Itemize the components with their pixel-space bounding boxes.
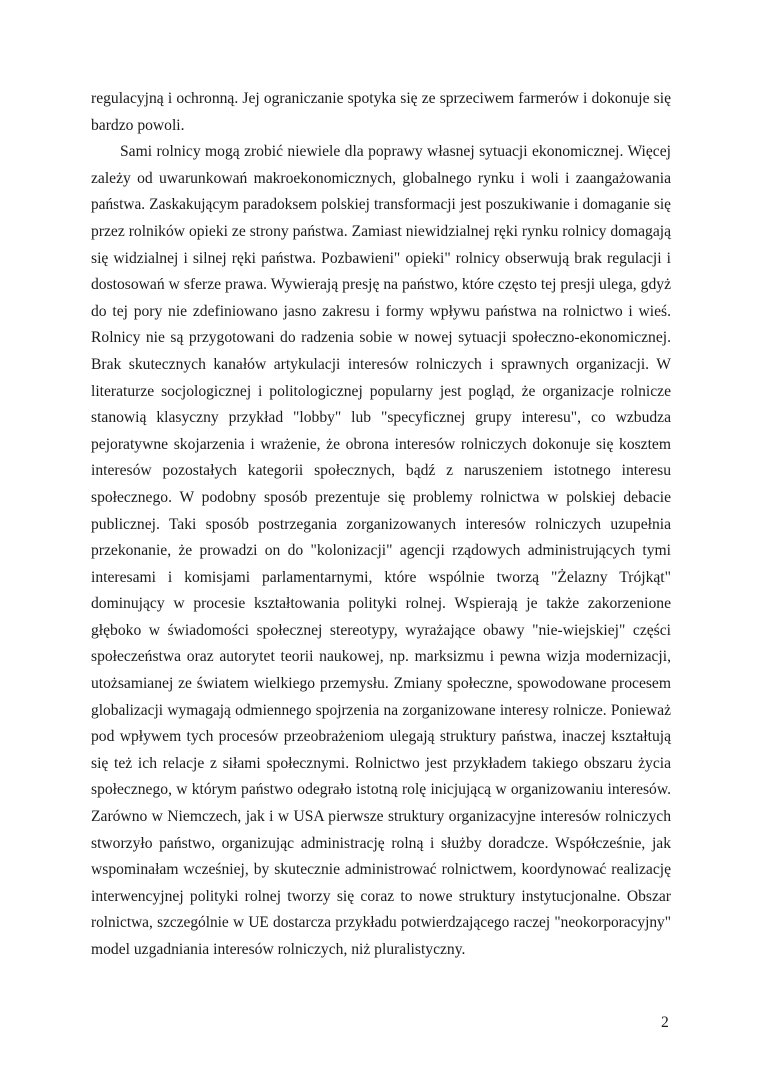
text-line: przez rolników opieki ze strony państwa. Zamiast niewidzialnej ręki rynku rolnicy domagają bbox=[91, 222, 671, 240]
text-line: model uzgadniania interesów rolniczych, niż pluralistyczny. bbox=[91, 941, 466, 958]
text-line: Brak skutecznych kanałów artykulacji interesów rolniczych i sprawnych organizacji. W bbox=[91, 355, 671, 373]
text-line: rolnictwa, szczególnie w UE dostarcza przykładu potwierdzającego raczej "neokorporacyjny" bbox=[91, 914, 671, 932]
page-number: 2 bbox=[661, 1014, 669, 1031]
text-line: społecznego. W podobny sposób prezentuje się problemy rolnictwa w polskiej debacie bbox=[91, 488, 671, 506]
text-line: społeczeństwa oraz autorytet teorii naukowej, np. marksizmu i pewna wizja modernizacji, bbox=[91, 648, 671, 666]
text-line: się widzialnej i silnej ręki państwa. Pozbawieni" opieki" rolnicy obserwują brak regulacji i bbox=[91, 249, 671, 267]
text-line: Zarówno w Niemczech, jak i w USA pierwsze struktury organizacyjne interesów rolniczych bbox=[91, 808, 671, 826]
text-line: się też ich relacje z siłami społecznymi. Rolnictwo jest przykładem takiego obszaru życia bbox=[91, 754, 671, 772]
text-line: Sami rolnicy mogą zrobić niewiele dla poprawy własnej sytuacji ekonomicznej. Więcej bbox=[120, 143, 671, 161]
text-line: społecznego, w którym państwo odegrało istotną rolę inicjującą w organizowaniu interesów. bbox=[91, 781, 671, 799]
text-line: zależy od uwarunkowań makroekonomicznych, globalnego rynku i woli i zaangażowania bbox=[91, 169, 671, 187]
text-line: utożsamianej ze światem wielkiego przemysłu. Zmiany społeczne, spowodowane procesem bbox=[91, 675, 671, 693]
text-line: pejoratywne skojarzenia i wrażenie, że obrona interesów rolniczych dokonuje się kosztem bbox=[91, 435, 671, 453]
text-line: interwencyjnej polityki rolnej tworzy się coraz to nowe struktury instytucjonalne. Obszar bbox=[91, 887, 671, 905]
text-line: pod wpływem tych procesów przeobrażeniom ulegają struktury państwa, inaczej kształtują bbox=[91, 728, 671, 746]
text-line: globalizacji wymagają odmiennego spojrzenia na zorganizowane interesy rolnicze. Ponieważ bbox=[91, 701, 671, 719]
body-text bbox=[91, 86, 671, 964]
text-line: dostosowań w sferze prawa. Wywierają presję na państwo, które często tej presji ulega, gdyż bbox=[91, 276, 671, 294]
text-line: stanowią klasyczny przykład "lobby" lub "specyficznej grupy interesu", co wzbudza bbox=[91, 409, 671, 427]
text-line: głęboko w świadomości społecznej stereotypy, wyrażające obawy "nie-wiejskiej" części bbox=[91, 621, 671, 639]
text-line: Rolnicy nie są przygotowani do radzenia sobie w nowej sytuacji społeczno-ekonomicznej. bbox=[91, 329, 671, 347]
text-line: do tej pory nie zdefiniowano jasno zakresu i formy wpływu państwa na rolnictwo i wieś. bbox=[91, 302, 671, 320]
text-line: przekonanie, że prowadzi on do "kolonizacji" agencji rządowych administrujących tymi bbox=[91, 542, 671, 560]
text-line: regulacyjną i ochronną. Jej ograniczanie spotyka się ze sprzeciwem farmerów i dokonuje się bbox=[91, 90, 671, 107]
text-line: wspominałam wcześniej, by skutecznie administrować rolnictwem, koordynować realizację bbox=[91, 861, 671, 879]
text-line: dominujący w procesie kształtowania polityki rolnej. Wspierają je także zakorzenione bbox=[91, 595, 671, 613]
text-line: publicznej. Taki sposób postrzegania zorganizowanych interesów rolniczych uzupełnia bbox=[91, 515, 671, 533]
text-line: literaturze socjologicznej i politologicznej popularny jest pogląd, że organizacje rolnicze bbox=[91, 382, 671, 400]
text-line: interesów pozostałych kategorii społecznych, bądź z naruszeniem istotnego interesu bbox=[91, 462, 671, 480]
text-line: interesami i komisjami parlamentarnymi, które wspólnie tworzą "Żelazny Trójkąt" bbox=[91, 568, 671, 586]
text-line: stworzyło państwo, organizując administrację rolną i służby doradcze. Współcześnie, jak bbox=[91, 834, 671, 852]
text-line: bardzo powoli. bbox=[91, 116, 185, 134]
text-line: państwa. Zaskakującym paradoksem polskiej transformacji jest poszukiwanie i domaganie się bbox=[91, 196, 671, 214]
